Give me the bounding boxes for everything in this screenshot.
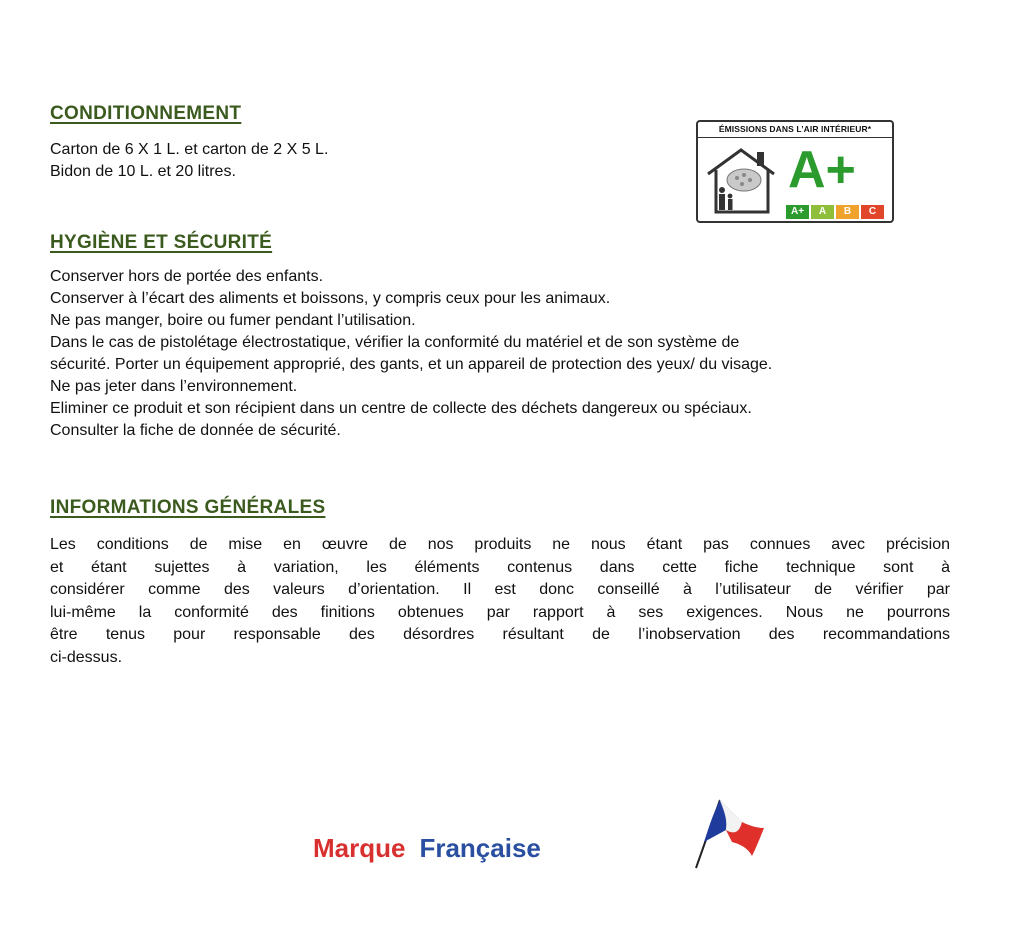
label-title: ÉMISSIONS DANS L’AIR INTÉRIEUR* [718, 124, 872, 134]
grade-scale-item: A+ [786, 205, 809, 219]
text-line: lui-même la conformité des finitions obtenues par rapport à ses exigences. Nous ne pourrons [50, 603, 950, 621]
text-line: considérer comme des valeurs d’orientation. Il est donc conseillé à l’utilisateur de vérifier par [50, 581, 950, 599]
text-line: Ne pas manger, boire ou fumer pendant l’utilisation. [50, 312, 416, 329]
text-line: Carton de 6 X 1 L. et carton de 2 X 5 L. [50, 141, 329, 158]
brand-word-francaise: Française [419, 833, 541, 863]
grade-scale-item: C [861, 205, 884, 219]
text-line: être tenus pour responsable des désordres résultant de l’inobservation des recommandations [50, 626, 950, 644]
conditionnement-text [50, 139, 328, 183]
grade-scale [786, 205, 884, 219]
hygiene-securite-text [50, 266, 772, 442]
text-line: Conserver hors de portée des enfants. [50, 268, 324, 285]
conditionnement-heading: CONDITIONNEMENT [50, 103, 242, 124]
text-line: Bidon de 10 L. et 20 litres. [50, 163, 236, 180]
text-line: Dans le cas de pistolétage électrostatique, vérifier la conformité du matériel et de son système de [50, 334, 740, 351]
grade-scale-item: A [811, 205, 834, 219]
hygiene-securite-heading: HYGIÈNE ET SÉCURITÉ [50, 232, 273, 253]
text-line: ci-dessus. [50, 648, 123, 666]
indoor-air-emissions-label [696, 120, 894, 223]
french-flag-icon [690, 796, 770, 870]
label-divider [698, 137, 892, 138]
text-line: Ne pas jeter dans l’environnement. [50, 378, 298, 395]
text-line: Eliminer ce produit et son récipient dans un centre de collecte des déchets dangereux ou spéciaux. [50, 400, 752, 417]
text-line: Les conditions de mise en œuvre de nos produits ne nous étant pas connues avec précision [50, 536, 950, 553]
text-line: et étant sujettes à variation, les éléments contenus dans cette fiche technique sont à [50, 558, 950, 576]
text-line: Conserver à l’écart des aliments et boissons, y compris ceux pour les animaux. [50, 290, 611, 307]
grade-scale-item: B [836, 205, 859, 219]
house-icon [704, 144, 778, 216]
text-line: Consulter la fiche de donnée de sécurité. [50, 422, 341, 439]
brand-word-marque: Marque [313, 833, 406, 863]
emission-grade: A+ [788, 141, 856, 199]
text-line: sécurité. Porter un équipement approprié, des gants, et un appareil de protection des yeux/ du visage. [50, 356, 773, 373]
brand-tagline [313, 833, 541, 864]
informations-generales-text [50, 534, 950, 670]
informations-generales-heading: INFORMATIONS GÉNÉRALES [50, 497, 326, 518]
